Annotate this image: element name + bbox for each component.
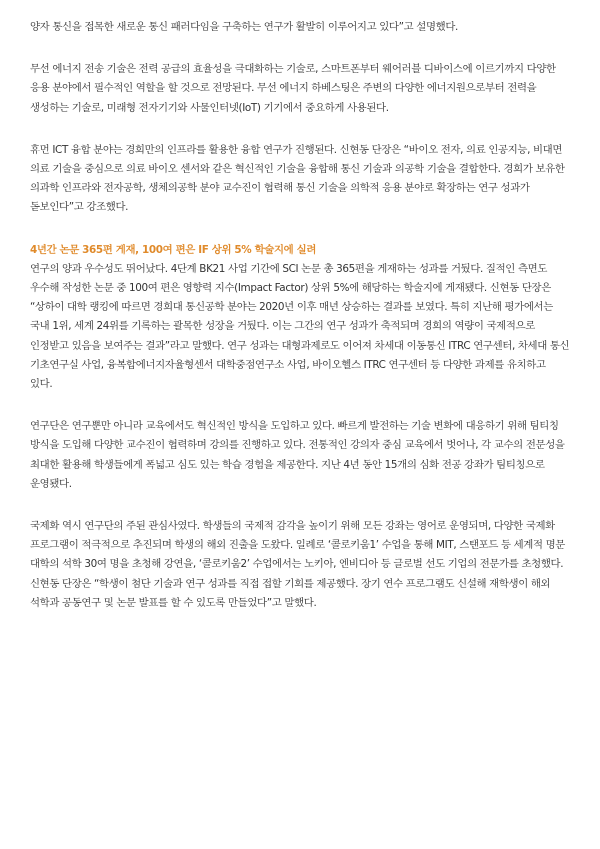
paragraph-research-output: 연구의 양과 우수성도 뛰어났다. 4단계 BK21 사업 기간에 SCI 논문 총 365편을 게재하는 성과를 거뒀다. 질적인 측면도 우수해 작성한 논문 중 100여 편은 영향력 지수(Impact Factor) 상위 5%에 해당하는 학술지에 게재됐다. 신현동 단장은 “상하이 대학 랭킹에 따르면 경희대 통신공학 분야는 2020년 이후 매년 상승하는 결과를 보였다. 특히 지난해 평가에서는 국내 1위, 세계 24위를 기록하는 괄목한 성장을 거뒀다. 이는 그간의 연구 성과가 축적되며 경희의 역량이 국제적으로 인정받고 있음을 보여주는 결과”라고 말했다. 연구 성과는 대형과제로도 이어져 차세대 이동통신 ITRC 연구센터, 차세대 통신 기초연구실 사업, 융복합에너지자율형센서 대학중점연구소 사업, 바이오헬스 ITRC 연구센터 등 다양한 과제를 유치하고 있다.: [30, 262, 570, 391]
paragraph-wireless-energy: 무선 에너지 전송 기술은 전력 공급의 효율성을 극대화하는 기술로, 스마트폰부터 웨어러블 디바이스에 이르기까지 다양한 응용 분야에서 필수적인 역할을 할 것으로 전망된다. 무선 에너지 하베스팅은 주변의 다양한 에너지원으로부터 전력을 생성하는 기술로, 미래형 전자기기와 사물인터넷(IoT) 기기에서 중요하게 사용된다.: [30, 63, 556, 114]
paragraph-human-ict: 휴먼 ICT 융합 분야는 경희만의 인프라를 활용한 융합 연구가 진행된다. 신현동 단장은 “바이오 전자, 의료 인공지능, 비대면 의료 기술을 중심으로 의료 바이오 센서와 같은 혁신적인 기술을 융합해 통신 기술과 의공학 기술을 결합한다. 경희가 보유한 의과학 인프라와 전자공학, 생체의공학 분야 교수진이 협력해 통신 기술을 의학적 응용 분야로 확장하는 연구 성과가 돋보인다”고 강조했다.: [30, 143, 565, 214]
paragraph-internationalization: 국제화 역시 연구단의 주된 관심사였다. 학생들의 국제적 감각을 높이기 위해 모든 강좌는 영어로 운영되며, 다양한 국제화 프로그램이 적극적으로 추진되며 학생의 해외 진출을 도왔다. 일례로 ‘콜로키움1’ 수업을 통해 MIT, 스탠포드 등 세계적 명문 대학의 석학 30여 명을 초청해 강연을, ‘콜로키움2’ 수업에서는 노키아, 엔비디아 등 글로벌 선도 기업의 전문가를 초청했다. 신현동 단장은 “학생이 첨단 기술과 연구 성과를 직접 접할 기회를 제공했다. 장기 연수 프로그램도 신설해 재학생이 해외 석학과 공동연구 및 논문 발표를 할 수 있도록 만들었다”고 말했다.: [30, 520, 565, 609]
article-body: [30, 18, 570, 636]
section-subheading: 4년간 논문 365편 게재, 100여 편은 IF 상위 5% 학술지에 실려: [30, 243, 317, 256]
paragraph-team-teaching: 연구단은 연구뿐만 아니라 교육에서도 혁신적인 방식을 도입하고 있다. 빠르게 발전하는 기술 변화에 대응하기 위해 팀티칭 방식을 도입해 다양한 교수진이 협력하며 강의를 진행하고 있다. 전통적인 강의자 중심 교육에서 벗어나, 각 교수의 전문성을 최대한 활용해 학생들에게 폭넓고 심도 있는 학습 경험을 제공한다. 지난 4년 동안 15개의 심화 전공 강좌가 팀티칭으로 운영됐다.: [30, 420, 565, 490]
paragraph-quantum-intro: 양자 통신을 접목한 새로운 통신 패러다임을 구축하는 연구가 활발히 이루어지고 있다”고 설명했다.: [30, 21, 458, 33]
